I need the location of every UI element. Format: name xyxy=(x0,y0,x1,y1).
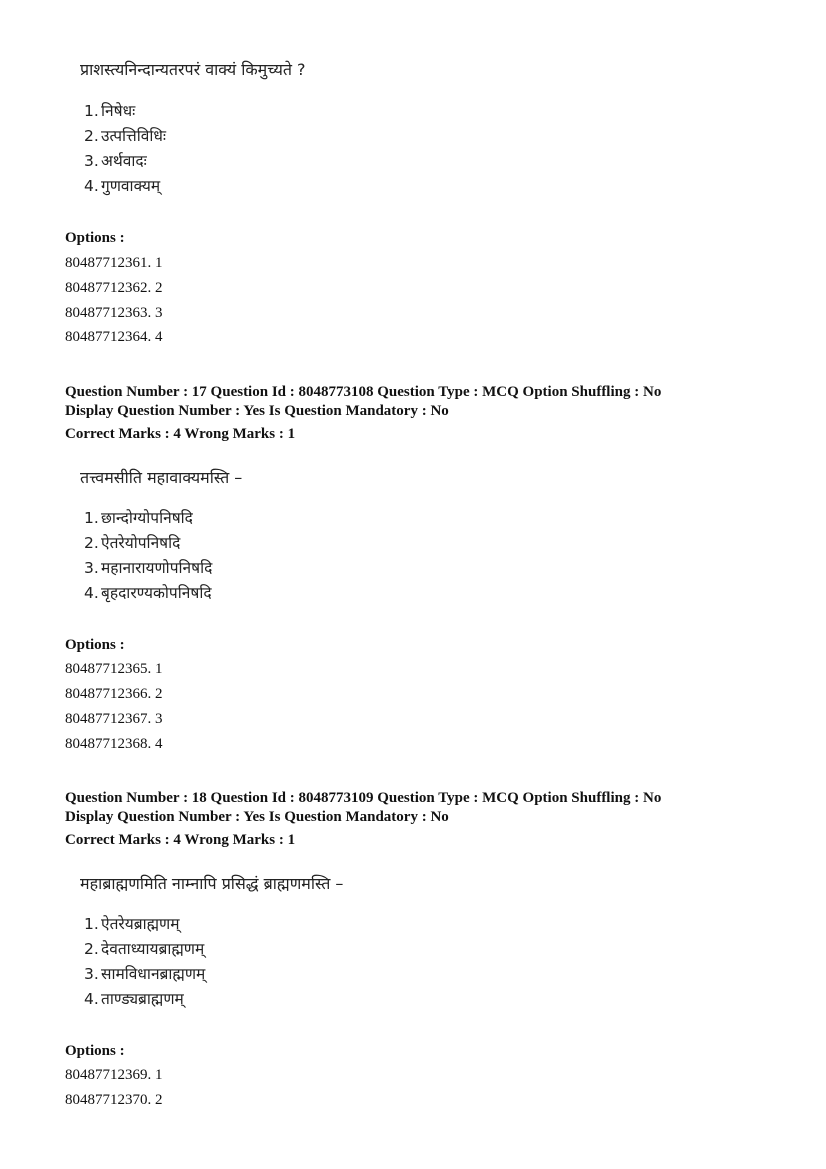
question-meta-line2: Display Question Number : Yes Is Question Mandatory : No xyxy=(65,809,449,825)
question-marks: Correct Marks : 4 Wrong Marks : 1 xyxy=(65,426,296,442)
choice-item: 4. ताण्ड्यब्राह्मणम् xyxy=(84,990,184,1008)
choice-item: 1. निषेधः xyxy=(84,102,136,120)
choice-item: 2. उत्पत्तिविधिः xyxy=(84,127,167,145)
choice-item: 1. ऐतरेयब्राह्मणम् xyxy=(84,915,180,933)
option-id: 80487712361. 1 xyxy=(65,255,163,271)
options-label: Options : xyxy=(65,1043,125,1059)
question-meta-line2: Display Question Number : Yes Is Question Mandatory : No xyxy=(65,403,449,419)
choice-list xyxy=(84,99,166,199)
choice-item: 4. बृहदारण्यकोपनिषदि xyxy=(84,584,212,602)
choice-item: 2. ऐतरेयोपनिषदि xyxy=(84,534,181,552)
option-id: 80487712367. 3 xyxy=(65,711,163,727)
option-id: 80487712363. 3 xyxy=(65,305,163,321)
choice-list xyxy=(84,506,212,606)
question-marks: Correct Marks : 4 Wrong Marks : 1 xyxy=(65,832,296,848)
choice-item: 2. देवताध्यायब्राह्मणम् xyxy=(84,940,205,958)
choice-list xyxy=(84,912,205,1012)
option-id: 80487712364. 4 xyxy=(65,329,163,345)
choice-item: 4. गुणवाक्यम् xyxy=(84,177,161,195)
question-text: तत्त्वमसीति महावाक्यमस्ति – xyxy=(80,468,243,487)
question-meta-line1: Question Number : 18 Question Id : 8048773109 Question Type : MCQ Option Shuffling : No xyxy=(65,790,662,806)
choice-item: 3. सामविधानब्राह्मणम् xyxy=(84,965,206,983)
option-id: 80487712365. 1 xyxy=(65,661,163,677)
choice-item: 1. छान्दोग्योपनिषदि xyxy=(84,509,193,527)
option-id: 80487712368. 4 xyxy=(65,736,163,752)
option-id: 80487712370. 2 xyxy=(65,1092,163,1108)
choice-item: 3. अर्थवादः xyxy=(84,152,147,170)
option-id: 80487712366. 2 xyxy=(65,686,163,702)
option-id: 80487712369. 1 xyxy=(65,1067,163,1083)
options-label: Options : xyxy=(65,230,125,246)
question-text: प्राशस्त्यनिन्दान्यतरपरं वाक्यं किमुच्यते ? xyxy=(80,60,306,79)
option-id: 80487712362. 2 xyxy=(65,280,163,296)
options-label: Options : xyxy=(65,637,125,653)
question-text: महाब्राह्मणमिति नाम्नापि प्रसिद्धं ब्राह्मणमस्ति – xyxy=(80,874,344,893)
choice-item: 3. महानारायणोपनिषदि xyxy=(84,559,213,577)
question-meta-line1: Question Number : 17 Question Id : 8048773108 Question Type : MCQ Option Shuffling : No xyxy=(65,384,662,400)
